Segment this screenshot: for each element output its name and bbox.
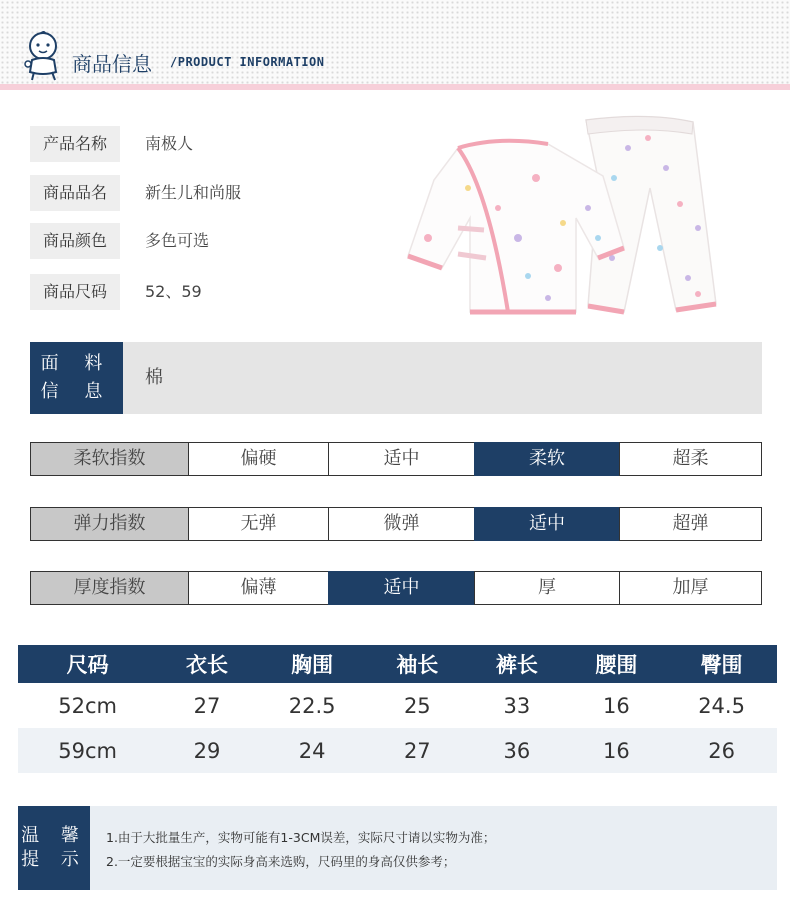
size-cell: 27 <box>193 693 221 718</box>
size-table <box>18 645 777 773</box>
info-value: 多色可选 <box>145 231 210 250</box>
size-col-header: 胸围 <box>257 645 368 683</box>
index-option: 超柔 <box>619 442 762 476</box>
info-label: 商品尺码 <box>30 274 120 310</box>
info-value: 新生儿和尚服 <box>145 183 242 202</box>
tip-item: 1.由于大批量生产，实物可能有1-3CM误差，实际尺寸请以实物为准； <box>106 830 496 845</box>
tips-label-line2: 提 示 <box>21 849 87 870</box>
index-label: 柔软指数 <box>30 442 189 476</box>
size-cell: 16 <box>603 693 630 718</box>
info-label: 商品颜色 <box>30 223 120 259</box>
size-cell: 29 <box>157 728 257 773</box>
size-col-header: 袖长 <box>368 645 468 683</box>
index-option: 超弹 <box>619 507 762 541</box>
index-option-selected: 柔软 <box>474 442 620 476</box>
index-option-selected: 适中 <box>474 507 620 541</box>
index-option: 厚 <box>474 571 620 605</box>
index-label: 弹力指数 <box>30 507 189 541</box>
size-col-header: 衣长 <box>157 645 257 683</box>
index-label: 厚度指数 <box>30 571 189 605</box>
size-cell: 36 <box>467 728 567 773</box>
size-cell: 59cm <box>18 728 157 773</box>
index-option-selected: 适中 <box>328 571 475 605</box>
fabric-label-line1: 面 料 <box>40 353 113 374</box>
table-row <box>18 728 777 773</box>
fabric-label <box>30 342 123 414</box>
size-cell: 26 <box>666 728 777 773</box>
size-cell: 24 <box>257 728 368 773</box>
tips-box <box>90 806 777 890</box>
product-photo-baby-clothes <box>398 108 728 328</box>
softness-index-row <box>30 442 762 476</box>
info-label: 产品名称 <box>30 126 120 162</box>
size-table-header <box>18 645 777 683</box>
size-col-header: 裤长 <box>467 645 567 683</box>
section-subtitle: /PRODUCT INFORMATION <box>170 55 325 69</box>
index-option: 加厚 <box>619 571 762 605</box>
size-col-header: 尺码 <box>18 645 157 683</box>
info-value: 52、59 <box>145 282 202 301</box>
tips-label <box>18 806 90 890</box>
size-cell: 24.5 <box>698 693 745 718</box>
tips-label-line1: 温 馨 <box>21 825 87 846</box>
size-cell: 27 <box>368 728 468 773</box>
fabric-value: 棉 <box>123 342 762 414</box>
table-row <box>18 683 777 728</box>
index-option: 偏硬 <box>188 442 329 476</box>
size-col-header: 腰围 <box>567 645 667 683</box>
baby-mascot-icon <box>22 30 66 82</box>
info-value: 南极人 <box>145 134 194 153</box>
index-option: 偏薄 <box>188 571 329 605</box>
size-cell: 52cm <box>58 693 117 718</box>
index-option: 无弹 <box>188 507 329 541</box>
info-label: 商品品名 <box>30 175 120 211</box>
size-col-header: 臀围 <box>666 645 777 683</box>
size-cell: 33 <box>503 693 531 718</box>
section-title: 商品信息 <box>72 52 152 76</box>
fabric-label-line2: 信 息 <box>40 381 113 402</box>
size-cell: 16 <box>567 728 667 773</box>
thickness-index-row <box>30 571 762 605</box>
size-cell: 25 <box>403 693 431 718</box>
index-option: 微弹 <box>328 507 475 541</box>
elasticity-index-row <box>30 507 762 541</box>
size-cell: 22.5 <box>288 693 336 718</box>
tip-item: 2.一定要根据宝宝的实际身高来选购，尺码里的身高仅供参考； <box>106 854 456 869</box>
index-option: 适中 <box>328 442 475 476</box>
header-divider <box>0 84 790 90</box>
